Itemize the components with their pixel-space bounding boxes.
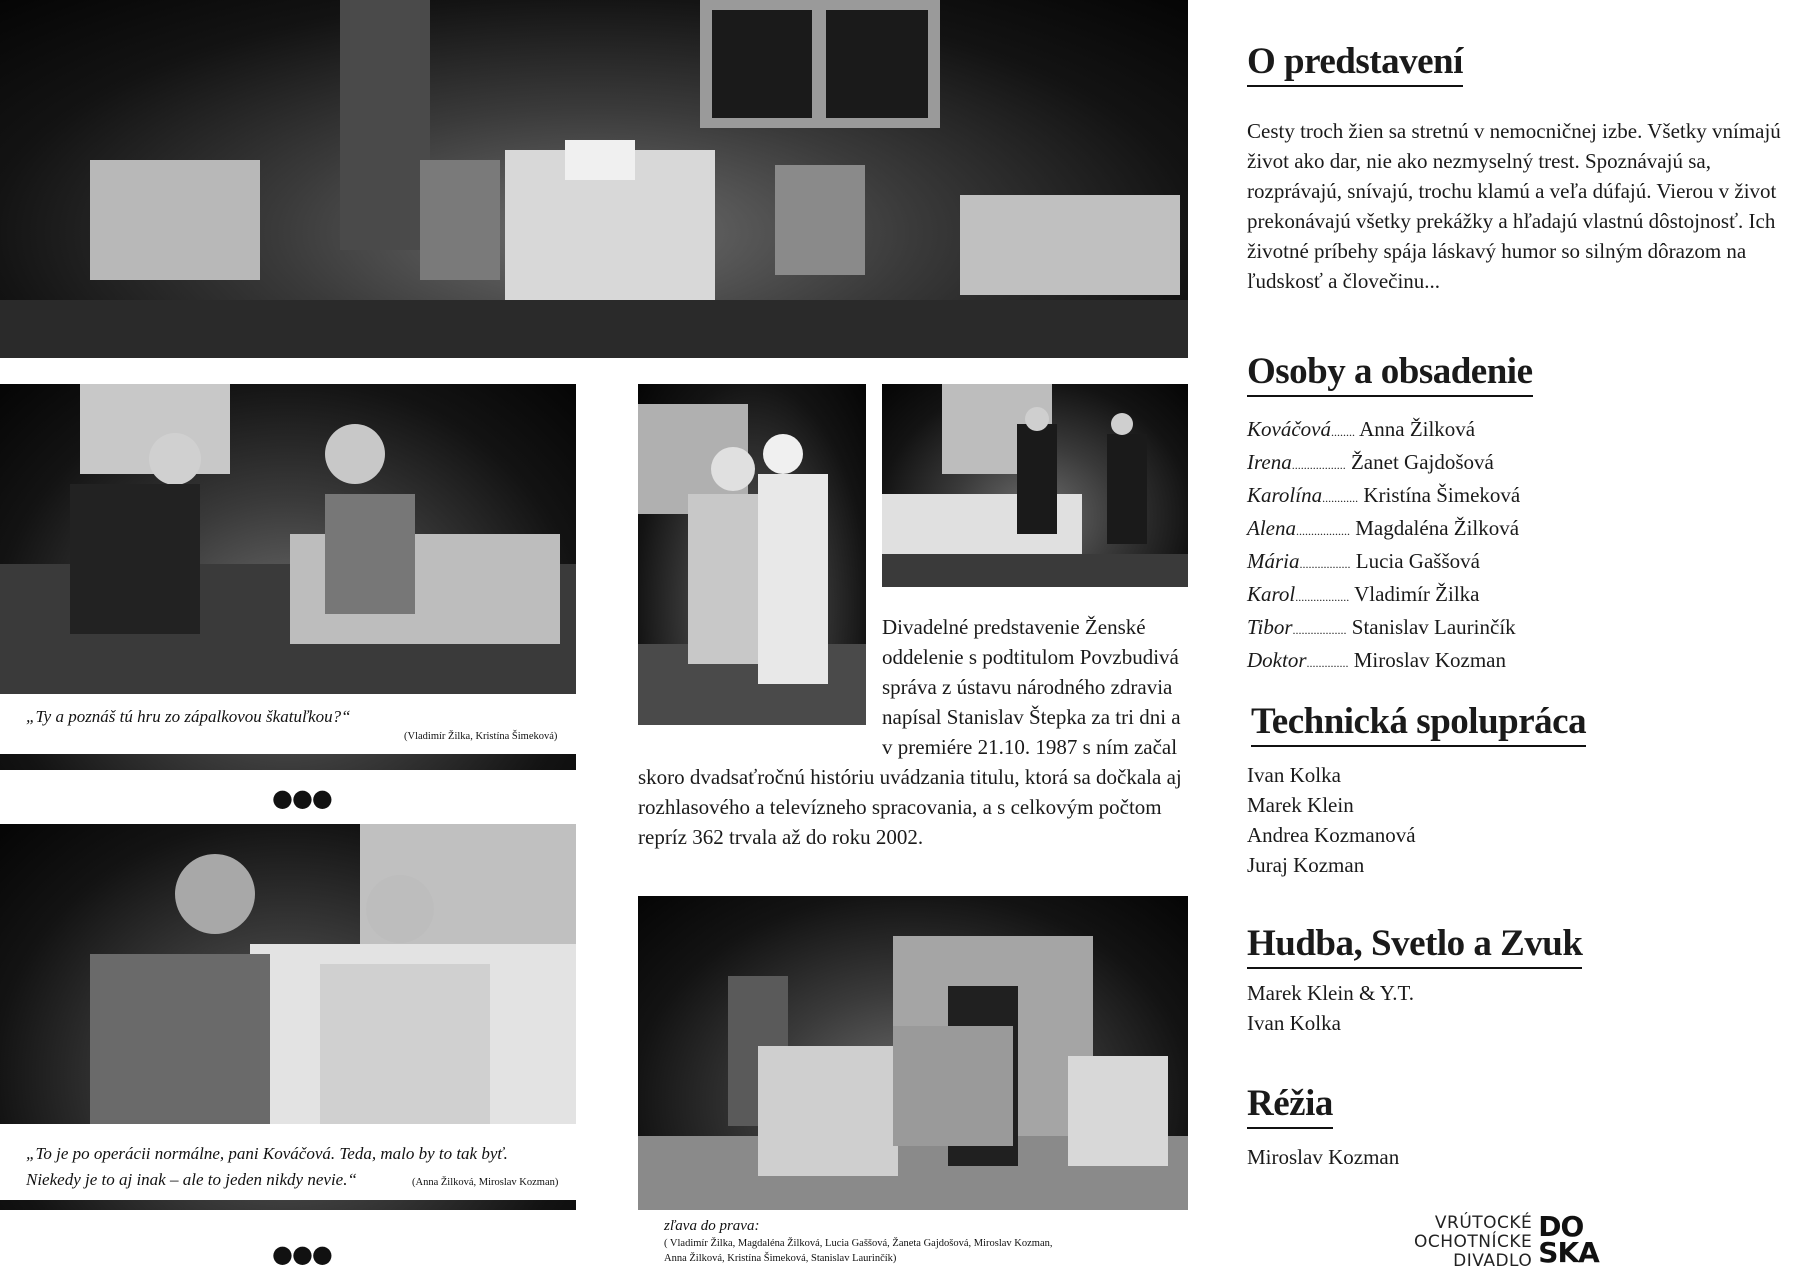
theatre-logo [1414,1210,1599,1271]
credits-line2: Anna Žilková, Kristína Šimeková, Stanislav Laurinčík) [664,1253,897,1264]
cast-dots: ................. [1299,557,1351,571]
cast-row [1247,546,1520,579]
separator-dots: ●●● [272,784,332,812]
photo-ensemble [638,896,1188,1210]
technical-heading: Technická spolupráca [1251,702,1586,747]
history-text: Divadelné predstavenie Ženské oddelenie s podtitulom Povzbudivá správa z ústavu národného zdravia napísal Stanislav Štepka za tri dni a v premiére 21.10. 1987 s ním začal skoro dvadsaťročnú históriu uvádzania titulu, ktorá sa dočkala aj rozhlasového a televízneho spracovania, a s celkovým počtom repríz 362 trvala až do roku 2002. [638,615,1182,849]
list-item: Ivan Kolka [1247,763,1341,787]
direction-heading: Réžia [1247,1084,1333,1129]
cast-row [1247,414,1520,447]
group-photo-credits [664,1216,1204,1266]
list-item: Ivan Kolka [1247,1011,1341,1035]
cast-row [1247,447,1520,480]
list-item: Juraj Kozman [1247,853,1365,877]
cast-row [1247,579,1520,612]
list-item: Andrea Kozmanová [1247,823,1416,847]
technical-list [1247,760,1416,880]
cast-row [1247,645,1520,678]
music-list [1247,978,1414,1038]
cast-actor: Stanislav Laurinčík [1351,615,1516,639]
cast-role: Karol [1247,582,1296,606]
cast-role: Mária [1247,549,1300,573]
cast-row [1247,480,1520,513]
about-heading: O predstavení [1247,42,1463,87]
logo-line3: DIVADLO [1453,1251,1533,1271]
cast-row [1247,612,1520,645]
cast-dots: .................. [1295,524,1350,538]
about-paragraph: Cesty troch žien sa stretnú v nemocničnej izbe. Všetky vnímajú život ako dar, nie ako nezmyselný trest. Spoznávajú sa, rozprávajú, snívajú, trochu klamú a veľa dúfajú. Vierou v život prekonávajú všetky prekážky a hľadajú vlastnú dôstojnosť. Ich životné príbehy spája láskavý humor so silným dôrazom na ľudskosť a človečinu... [1247,119,1781,293]
list-item: Marek Klein & Y.T. [1247,981,1414,1005]
cast-actor: Miroslav Kozman [1353,648,1506,672]
cast-dots: ........ [1330,425,1355,439]
cast-dots: .................. [1291,458,1346,472]
cast-actor: Kristína Šimeková [1363,483,1521,507]
list-item: Marek Klein [1247,793,1354,817]
cast-dots: .................. [1292,623,1347,637]
cast-role: Karolína [1247,483,1323,507]
cast-actor: Magdaléna Žilková [1355,516,1520,540]
logo-line1: VRÚTOCKÉ [1434,1213,1533,1233]
direction-list [1247,1142,1399,1172]
cast-dots: .............. [1306,656,1349,670]
music-heading: Hudba, Svetlo a Zvuk [1247,924,1582,969]
history-paragraph [638,612,1188,852]
photo2-quote-line2: Niekedy je to aj inak – ale to jeden nikdy nevie.“ [26,1170,357,1189]
cast-list [1247,414,1520,678]
cast-role: Kováčová [1247,417,1331,441]
cast-row [1247,513,1520,546]
cast-role: Alena [1247,516,1296,540]
separator-dots-bottom: ●●● [272,1240,332,1268]
cast-actor: Lucia Gaššová [1355,549,1480,573]
cast-dots: ............ [1322,491,1359,505]
photo2-quote-line1: „To je po operácii normálne, pani Kováčová. Teda, malo by to tak byť. [26,1144,508,1163]
photo2-cast: (Anna Žilková, Miroslav Kozman) [412,1177,559,1188]
logo-big1: DO [1538,1210,1584,1243]
cast-actor: Žanet Gajdošová [1350,450,1494,474]
photo-ward-visit [882,384,1188,587]
credits-lead: zľava do prava: [664,1218,760,1234]
credits-line1: ( Vladimír Žilka, Magdaléna Žilková, Lucia Gaššová, Žaneta Gajdošová, Miroslav Kozman, [664,1238,1053,1249]
cast-dots: .................. [1295,590,1350,604]
cast-actor: Vladimír Žilka [1354,582,1480,606]
cast-role: Irena [1247,450,1292,474]
cast-actor: Anna Žilková [1359,417,1476,441]
cast-role: Tibor [1247,615,1293,639]
photo1-cast: (Vladimír Žilka, Kristína Šimeková) [404,731,558,742]
logo-mark [1538,1210,1599,1269]
logo-line2: OCHOTNÍCKE [1414,1232,1533,1252]
logo-wordmark [1414,1214,1532,1271]
cast-heading: Osoby a obsadenie [1247,352,1533,397]
list-item: Miroslav Kozman [1247,1145,1400,1169]
photo1-quote: „Ty a poznáš tú hru zo zápalkovou škatuľkou?“ [26,707,351,726]
logo-big2: SKA [1538,1236,1599,1269]
cast-role: Doktor [1247,648,1307,672]
hero-stage-photo [0,0,1188,358]
